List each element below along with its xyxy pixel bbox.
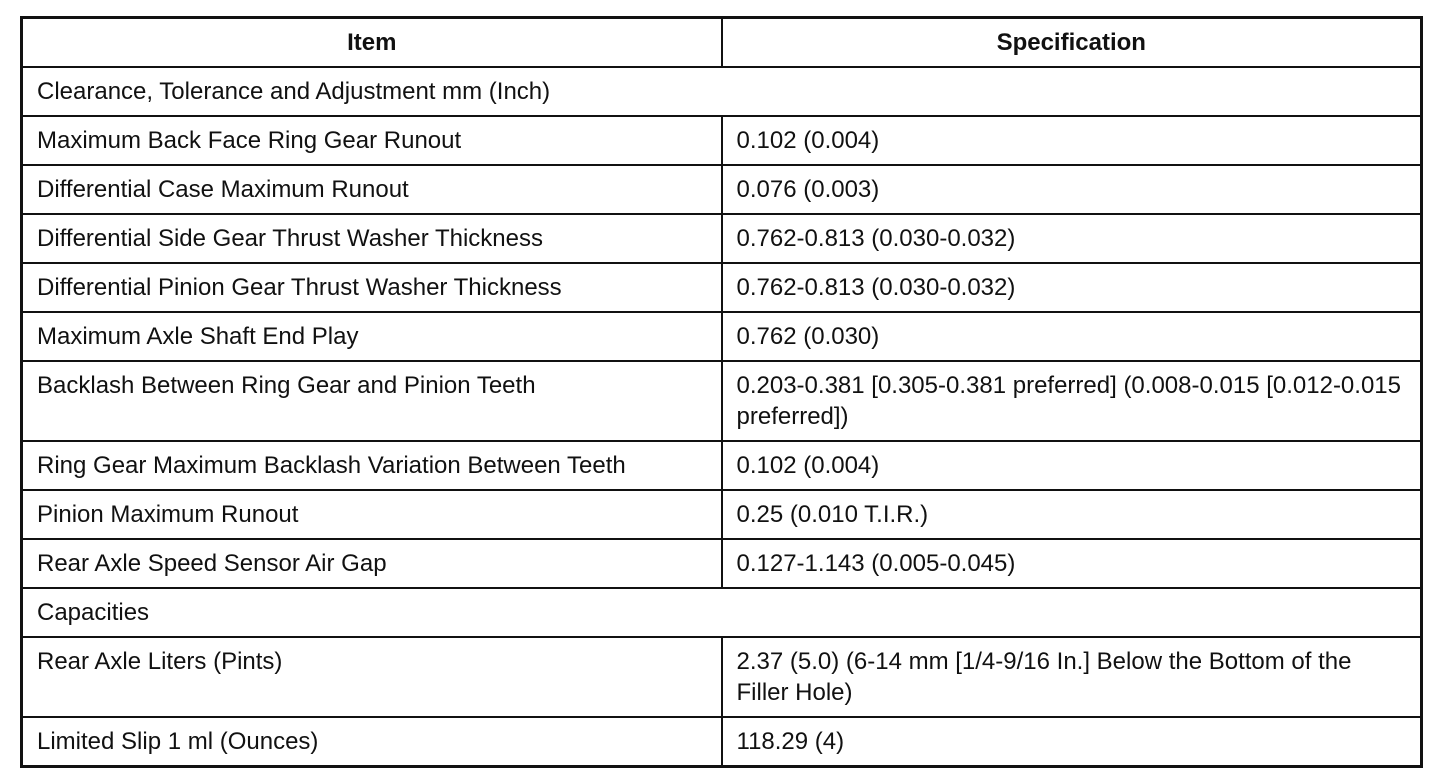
table-row [22, 165, 1422, 214]
item-cell: Rear Axle Liters (Pints) [22, 637, 722, 717]
item-cell: Pinion Maximum Runout [22, 490, 722, 539]
section-row-clearance [22, 67, 1422, 116]
spec-cell: 0.25 (0.010 T.I.R.) [722, 490, 1422, 539]
item-cell: Maximum Back Face Ring Gear Runout [22, 116, 722, 165]
item-cell: Differential Side Gear Thrust Washer Thickness [22, 214, 722, 263]
spec-cell: 0.076 (0.003) [722, 165, 1422, 214]
section-title: Clearance, Tolerance and Adjustment mm (Inch) [22, 67, 1422, 116]
section-row-capacities [22, 588, 1422, 637]
item-cell: Rear Axle Speed Sensor Air Gap [22, 539, 722, 588]
table-row [22, 441, 1422, 490]
item-cell: Differential Case Maximum Runout [22, 165, 722, 214]
table-row [22, 361, 1422, 441]
table-row [22, 116, 1422, 165]
spec-cell: 0.102 (0.004) [722, 441, 1422, 490]
item-cell: Backlash Between Ring Gear and Pinion Teeth [22, 361, 722, 441]
spec-cell: 0.762-0.813 (0.030-0.032) [722, 214, 1422, 263]
table-row [22, 214, 1422, 263]
spec-cell: 2.37 (5.0) (6-14 mm [1/4-9/16 In.] Below the Bottom of the Filler Hole) [722, 637, 1422, 717]
spec-cell: 0.127-1.143 (0.005-0.045) [722, 539, 1422, 588]
table-row [22, 490, 1422, 539]
specification-table [20, 16, 1423, 768]
section-title: Capacities [22, 588, 1422, 637]
spec-cell: 118.29 (4) [722, 717, 1422, 767]
table-row [22, 312, 1422, 361]
table-row [22, 263, 1422, 312]
spec-cell: 0.762-0.813 (0.030-0.032) [722, 263, 1422, 312]
column-header-specification: Specification [722, 18, 1422, 68]
column-header-item: Item [22, 18, 722, 68]
table-header-row [22, 18, 1422, 68]
table-row [22, 539, 1422, 588]
spec-cell: 0.762 (0.030) [722, 312, 1422, 361]
item-cell: Differential Pinion Gear Thrust Washer Thickness [22, 263, 722, 312]
item-cell: Ring Gear Maximum Backlash Variation Between Teeth [22, 441, 722, 490]
item-cell: Limited Slip 1 ml (Ounces) [22, 717, 722, 767]
table-row [22, 717, 1422, 767]
item-cell: Maximum Axle Shaft End Play [22, 312, 722, 361]
table-row [22, 637, 1422, 717]
spec-cell: 0.203-0.381 [0.305-0.381 preferred] (0.008-0.015 [0.012-0.015 preferred]) [722, 361, 1422, 441]
spec-cell: 0.102 (0.004) [722, 116, 1422, 165]
